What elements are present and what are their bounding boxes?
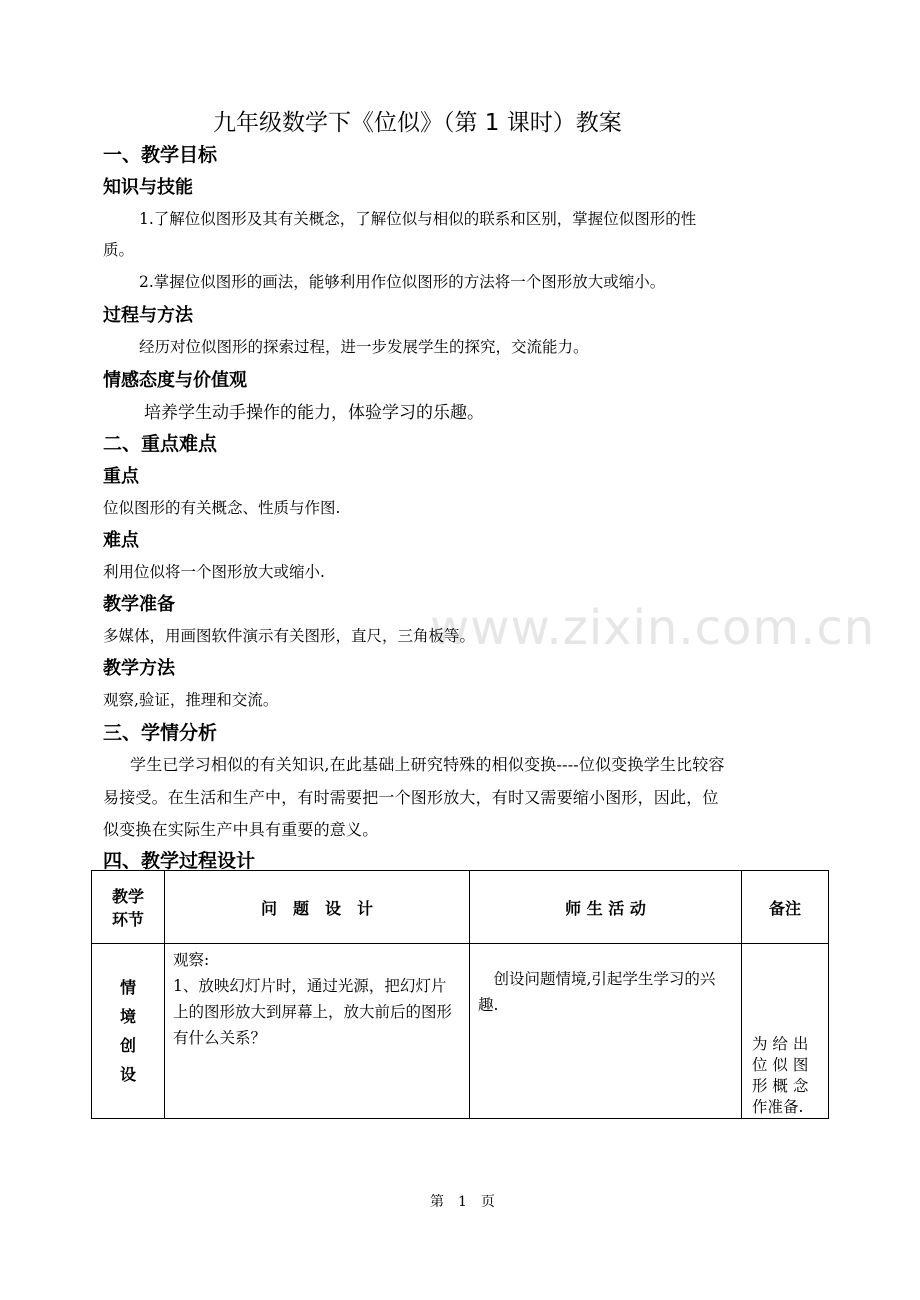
problem-design-cell	[165, 944, 470, 1119]
process-method-text: 经历对位似图形的探索过程，进一步发展学生的探究，交流能力。	[139, 338, 589, 356]
problem-question-text: 1、放映幻灯片时，通过光源，把幻灯片上的图形放大到屏幕上，放大前后的图形有什么关系？	[173, 977, 453, 1047]
header-stage-line-1: 教学	[111, 887, 144, 906]
knowledge-item-1-line-1: 1.了解位似图形及其有关概念，了解位似与相似的联系和区别，掌握位似图形的性	[139, 210, 697, 228]
section-student-analysis-heading: 三、学情分析	[103, 722, 218, 744]
teaching-prep-text: 多媒体，用画图软件演示有关图形，直尺，三角板等。	[103, 627, 476, 645]
stage-char: 创	[119, 1036, 136, 1055]
key-point-heading: 重点	[103, 466, 139, 487]
activity-text: 创设问题情境,引起学生学习的兴趣.	[478, 970, 716, 1014]
header-stage	[92, 871, 165, 944]
note-line: 作准备.	[752, 1098, 804, 1116]
knowledge-skills-heading: 知识与技能	[103, 177, 193, 198]
notes-cell	[742, 944, 829, 1119]
section-teaching-goals-heading: 一、教学目标	[103, 144, 218, 166]
activity-cell	[470, 944, 742, 1119]
student-analysis-line-2: 易接受。在生活和生产中，有时需要把一个图形放大，有时又需要缩小图形，因此，位	[103, 788, 719, 807]
stage-cell	[92, 944, 165, 1119]
teaching-process-table	[91, 870, 829, 1119]
stage-char: 设	[119, 1065, 136, 1084]
problem-observe-label: 观察:	[173, 951, 210, 969]
difficult-point-text: 利用位似将一个图形放大或缩小.	[103, 563, 325, 581]
note-line: 为 给 出	[752, 1035, 809, 1053]
teaching-prep-heading: 教学准备	[103, 594, 175, 615]
section-key-difficult-heading: 二、重点难点	[103, 433, 218, 455]
watermark: www.zixin.com.cn	[430, 600, 876, 656]
emotion-values-text: 培养学生动手操作的能力，体验学习的乐趣。	[144, 403, 484, 423]
header-stage-line-2: 环节	[111, 910, 144, 929]
student-analysis-line-1: 学生已学习相似的有关知识,在此基础上研究特殊的相似变换----位似变换学生比较容	[130, 755, 725, 774]
emotion-values-heading: 情感态度与价值观	[103, 370, 247, 391]
section-process-design-heading: 四、教学过程设计	[103, 850, 256, 872]
key-point-text: 位似图形的有关概念、性质与作图.	[103, 499, 341, 517]
page-number-footer: 第 1 页	[430, 1194, 495, 1210]
table-row	[92, 944, 829, 1119]
document-title: 九年级数学下《位似》（第 1 课时）教案	[213, 110, 622, 136]
process-method-heading: 过程与方法	[103, 305, 193, 326]
header-teacher-student-activity: 师 生 活 动	[470, 871, 742, 944]
difficult-point-heading: 难点	[103, 530, 139, 551]
stage-char: 境	[119, 1007, 136, 1026]
header-problem-design: 问 题 设 计	[165, 871, 470, 944]
stage-char: 情	[119, 978, 136, 997]
knowledge-item-2: 2.掌握位似图形的画法，能够利用作位似图形的方法将一个图形放大或缩小。	[139, 273, 666, 291]
knowledge-item-1-line-2: 质。	[103, 241, 135, 259]
teaching-method-text: 观察,验证，推理和交流。	[103, 691, 279, 709]
note-line: 形 概 念	[752, 1077, 809, 1095]
teaching-method-heading: 教学方法	[103, 658, 175, 679]
note-line: 位 似 图	[752, 1056, 809, 1074]
header-notes: 备注	[742, 871, 829, 944]
student-analysis-line-3: 似变换在实际生产中具有重要的意义。	[103, 820, 379, 839]
table-header-row	[92, 871, 829, 944]
